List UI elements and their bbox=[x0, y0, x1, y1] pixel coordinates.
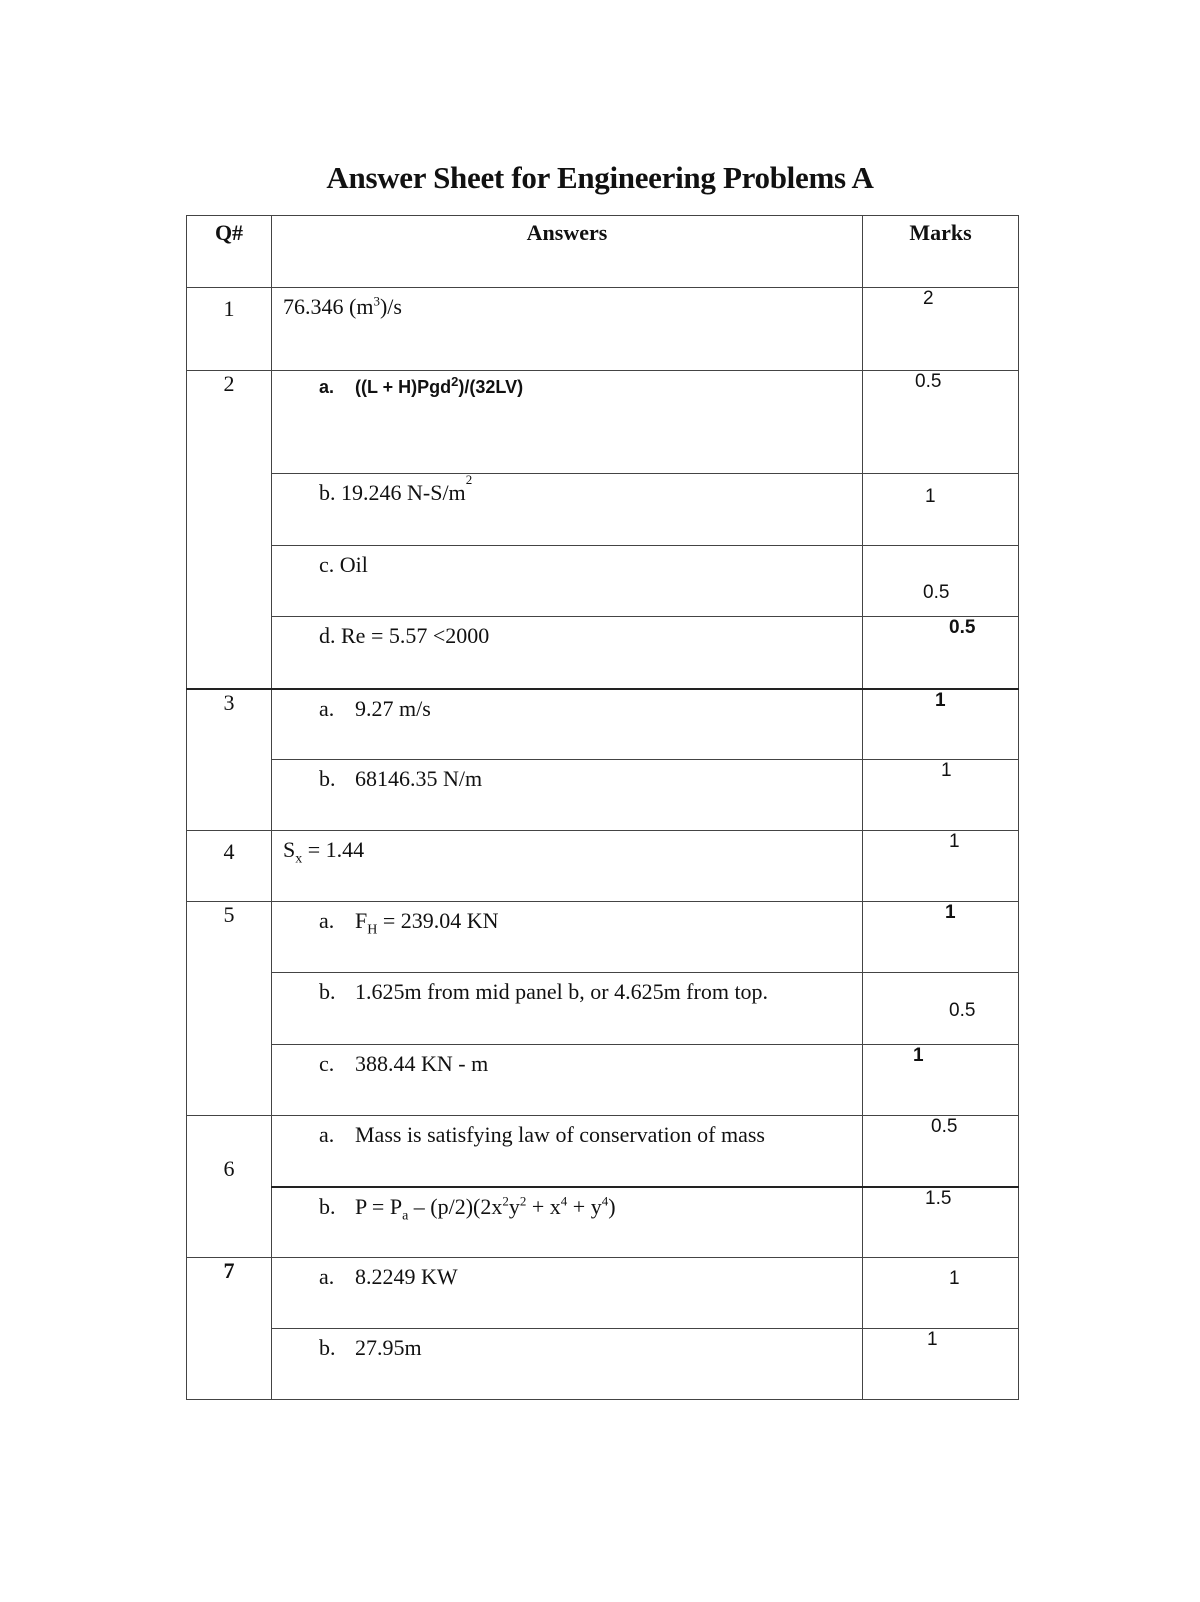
mark-cell: 2 bbox=[863, 288, 1019, 371]
mark-cell: 1 bbox=[863, 474, 1019, 546]
answer-text: b. $P = P_a - (p/2)(2x^2y^2 + x^4 + y^4)$ bbox=[319, 1193, 616, 1223]
table-row-q6a bbox=[187, 1116, 1019, 1187]
answer-cell bbox=[272, 474, 863, 546]
answer-text: b. 68146.35 N/m bbox=[319, 766, 483, 791]
header-answers: Answers bbox=[272, 216, 863, 288]
answer-cell bbox=[272, 760, 863, 831]
answer-text: $S_x = 1.44$ bbox=[283, 837, 365, 867]
table-row-q2b bbox=[187, 474, 1019, 546]
answer-cell bbox=[272, 1187, 863, 1258]
answer-cell bbox=[272, 902, 863, 973]
question-number: 2 bbox=[187, 371, 272, 689]
answer-cell bbox=[272, 973, 863, 1045]
answer-cell bbox=[272, 689, 863, 760]
table-row-q3a bbox=[187, 689, 1019, 760]
table-row-q7a bbox=[187, 1258, 1019, 1329]
mark-cell: 1 bbox=[863, 1258, 1019, 1329]
answer-cell bbox=[272, 546, 863, 617]
mark-cell: 0.5 bbox=[863, 546, 1019, 617]
mark-cell: 0.5 bbox=[863, 1116, 1019, 1187]
table-row-q6b bbox=[187, 1187, 1019, 1258]
answer-cell bbox=[272, 831, 863, 902]
mark-cell: 0.5 bbox=[863, 371, 1019, 474]
answer-cell bbox=[272, 1258, 863, 1329]
table-row-q1 bbox=[187, 288, 1019, 371]
table-row-q2c bbox=[187, 546, 1019, 617]
mark-cell: 1 bbox=[863, 689, 1019, 760]
table-row-q5a bbox=[187, 902, 1019, 973]
answer-text: a. Mass is satisfying law of conservation of mass bbox=[319, 1122, 765, 1147]
answer-text: a. 9.27 m/s bbox=[319, 695, 431, 721]
header-row bbox=[187, 216, 1019, 288]
answer-text: a. ((L + H)Pgd$^2$)/(32LV) bbox=[319, 374, 524, 397]
mark-cell: 0.5 bbox=[863, 617, 1019, 689]
table-row-q7b bbox=[187, 1329, 1019, 1400]
answer-text: b. 19.246 N-S/m 2 bbox=[319, 472, 473, 505]
header-marks: Marks bbox=[863, 216, 1019, 288]
answer-table bbox=[186, 215, 1019, 1400]
table-row-q2d bbox=[187, 617, 1019, 689]
answer-cell bbox=[272, 1116, 863, 1187]
question-number: 3 bbox=[187, 689, 272, 831]
mark-cell: 1 bbox=[863, 902, 1019, 973]
question-number: 6 bbox=[187, 1116, 272, 1258]
question-number: 4 bbox=[187, 831, 272, 902]
page-title: Answer Sheet for Engineering Problems A bbox=[326, 160, 874, 195]
table-row-q5b bbox=[187, 973, 1019, 1045]
answer-cell bbox=[272, 1329, 863, 1400]
question-number: 5 bbox=[187, 902, 272, 1116]
mark-cell: 1 bbox=[863, 1329, 1019, 1400]
answer-text: a. $F_H = 239.04$ KN bbox=[319, 908, 499, 938]
table-row-q4 bbox=[187, 831, 1019, 902]
mark-cell: 1 bbox=[863, 760, 1019, 831]
answer-text: c. Oil bbox=[319, 552, 368, 577]
answer-text: d. Re = 5.57 <2000 bbox=[319, 623, 490, 648]
table-row-q2a bbox=[187, 371, 1019, 474]
answer-text: b. 27.95m bbox=[319, 1335, 422, 1360]
answer-text: c. 388.44 KN - m bbox=[319, 1051, 489, 1076]
table-row-q3b bbox=[187, 760, 1019, 831]
answer-cell bbox=[272, 617, 863, 689]
answer-text: b. 1.625m from mid panel b, or 4.625m from top. bbox=[319, 979, 769, 1004]
question-number: 1 bbox=[187, 288, 272, 371]
mark-cell: 1 bbox=[863, 1045, 1019, 1116]
mark-cell: 0.5 bbox=[863, 973, 1019, 1045]
answer-text: a. 8.2249 KW bbox=[319, 1264, 458, 1289]
mark-cell: 1.5 bbox=[863, 1187, 1019, 1258]
answer-cell bbox=[272, 288, 863, 371]
answer-cell bbox=[272, 1045, 863, 1116]
header-question: Q# bbox=[187, 216, 272, 288]
question-number: 7 bbox=[187, 1258, 272, 1400]
answer-text: 76.346 $(m^3)/s$ bbox=[283, 293, 402, 319]
answer-cell bbox=[272, 371, 863, 474]
table-row-q5c bbox=[187, 1045, 1019, 1116]
mark-cell: 1 bbox=[863, 831, 1019, 902]
